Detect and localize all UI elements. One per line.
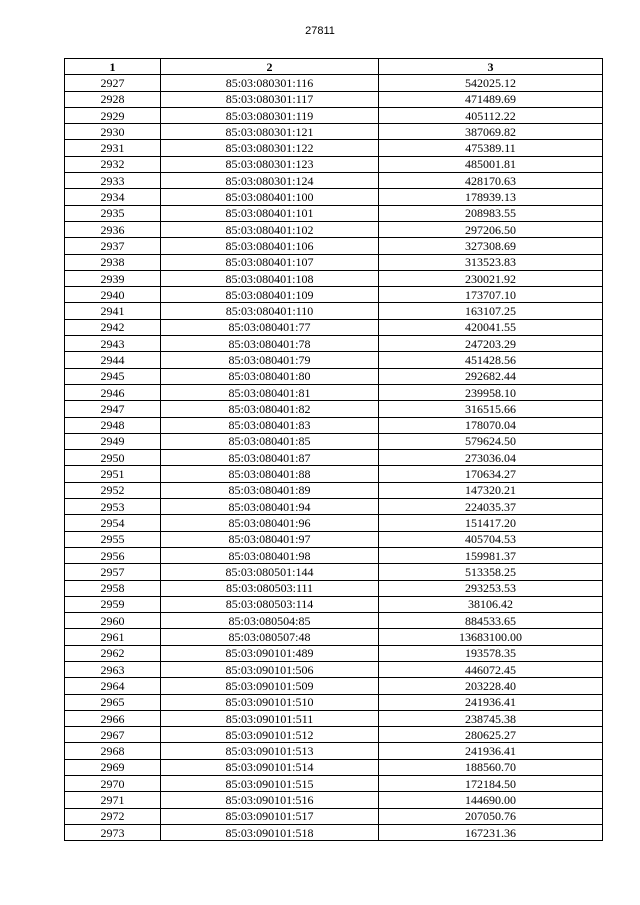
row-number-cell: 2957: [65, 564, 161, 580]
value-cell: 297206.50: [379, 221, 603, 237]
value-cell: 542025.12: [379, 75, 603, 91]
row-number-cell: 2927: [65, 75, 161, 91]
row-number-cell: 2938: [65, 254, 161, 270]
cadastral-number-cell: 85:03:080401:101: [161, 205, 379, 221]
row-number-cell: 2966: [65, 710, 161, 726]
value-cell: 38106.42: [379, 596, 603, 612]
row-number-cell: 2954: [65, 515, 161, 531]
table-row: [65, 759, 603, 775]
row-number-cell: 2971: [65, 792, 161, 808]
cadastral-number-cell: 85:03:080401:87: [161, 450, 379, 466]
row-number-cell: 2964: [65, 678, 161, 694]
table-row: [65, 319, 603, 335]
row-number-cell: 2952: [65, 482, 161, 498]
row-number-cell: 2960: [65, 613, 161, 629]
value-cell: 241936.41: [379, 743, 603, 759]
table-row: [65, 254, 603, 270]
row-number-cell: 2968: [65, 743, 161, 759]
table-row: [65, 205, 603, 221]
cadastral-number-cell: 85:03:080401:110: [161, 303, 379, 319]
value-cell: 471489.69: [379, 91, 603, 107]
table-row: [65, 678, 603, 694]
value-cell: 188560.70: [379, 759, 603, 775]
row-number-cell: 2949: [65, 433, 161, 449]
row-number-cell: 2941: [65, 303, 161, 319]
value-cell: 451428.56: [379, 352, 603, 368]
table-row: [65, 91, 603, 107]
table-row: [65, 368, 603, 384]
cadastral-number-cell: 85:03:080301:124: [161, 173, 379, 189]
row-number-cell: 2933: [65, 173, 161, 189]
value-cell: 884533.65: [379, 613, 603, 629]
row-number-cell: 2946: [65, 384, 161, 400]
table-row: [65, 336, 603, 352]
row-number-cell: 2940: [65, 287, 161, 303]
cadastral-number-cell: 85:03:080401:109: [161, 287, 379, 303]
row-number-cell: 2953: [65, 499, 161, 515]
cadastral-number-cell: 85:03:090101:518: [161, 824, 379, 840]
row-number-cell: 2955: [65, 531, 161, 547]
value-cell: 293253.53: [379, 580, 603, 596]
table-row: [65, 221, 603, 237]
page-number: 27811: [305, 25, 335, 37]
row-number-cell: 2931: [65, 140, 161, 156]
value-cell: 292682.44: [379, 368, 603, 384]
row-number-cell: 2943: [65, 336, 161, 352]
table-row: [65, 482, 603, 498]
cadastral-number-cell: 85:03:080401:94: [161, 499, 379, 515]
cadastral-number-cell: 85:03:080507:48: [161, 629, 379, 645]
value-cell: 159981.37: [379, 547, 603, 563]
cadastral-number-cell: 85:03:080401:79: [161, 352, 379, 368]
value-cell: 273036.04: [379, 450, 603, 466]
table-row: [65, 303, 603, 319]
cadastral-number-cell: 85:03:080401:80: [161, 368, 379, 384]
value-cell: 167231.36: [379, 824, 603, 840]
value-cell: 13683100.00: [379, 629, 603, 645]
row-number-cell: 2973: [65, 824, 161, 840]
table-row: [65, 238, 603, 254]
table-body: [65, 75, 603, 841]
cadastral-number-cell: 85:03:080501:144: [161, 564, 379, 580]
row-number-cell: 2929: [65, 107, 161, 123]
cadastral-number-cell: 85:03:080401:85: [161, 433, 379, 449]
value-cell: 579624.50: [379, 433, 603, 449]
cadastral-number-cell: 85:03:080503:114: [161, 596, 379, 612]
value-cell: 313523.83: [379, 254, 603, 270]
table-row: [65, 776, 603, 792]
row-number-cell: 2939: [65, 270, 161, 286]
cadastral-number-cell: 85:03:080401:102: [161, 221, 379, 237]
cadastral-number-cell: 85:03:080401:89: [161, 482, 379, 498]
cadastral-number-cell: 85:03:080401:78: [161, 336, 379, 352]
row-number-cell: 2967: [65, 727, 161, 743]
row-number-cell: 2970: [65, 776, 161, 792]
column-header-3: 3: [379, 59, 603, 75]
value-cell: 170634.27: [379, 466, 603, 482]
value-cell: 173707.10: [379, 287, 603, 303]
row-number-cell: 2972: [65, 808, 161, 824]
row-number-cell: 2963: [65, 661, 161, 677]
cadastral-number-cell: 85:03:080401:100: [161, 189, 379, 205]
table-row: [65, 140, 603, 156]
row-number-cell: 2932: [65, 156, 161, 172]
value-cell: 405112.22: [379, 107, 603, 123]
value-cell: 230021.92: [379, 270, 603, 286]
cadastral-number-cell: 85:03:080401:96: [161, 515, 379, 531]
row-number-cell: 2928: [65, 91, 161, 107]
table-row: [65, 173, 603, 189]
table-row: [65, 124, 603, 140]
table-row: [65, 596, 603, 612]
cadastral-number-cell: 85:03:090101:510: [161, 694, 379, 710]
row-number-cell: 2965: [65, 694, 161, 710]
value-cell: 178939.13: [379, 189, 603, 205]
table-row: [65, 710, 603, 726]
table-row: [65, 417, 603, 433]
column-header-2: 2: [161, 59, 379, 75]
value-cell: 207050.76: [379, 808, 603, 824]
table-row: [65, 401, 603, 417]
row-number-cell: 2969: [65, 759, 161, 775]
row-number-cell: 2942: [65, 319, 161, 335]
row-number-cell: 2945: [65, 368, 161, 384]
value-cell: 485001.81: [379, 156, 603, 172]
cadastral-number-cell: 85:03:080401:82: [161, 401, 379, 417]
row-number-cell: 2956: [65, 547, 161, 563]
cadastral-number-cell: 85:03:080401:77: [161, 319, 379, 335]
value-cell: 428170.63: [379, 173, 603, 189]
value-cell: 203228.40: [379, 678, 603, 694]
table-row: [65, 613, 603, 629]
table-row: [65, 743, 603, 759]
table-row: [65, 547, 603, 563]
cadastral-number-cell: 85:03:080301:122: [161, 140, 379, 156]
cadastral-number-cell: 85:03:090101:509: [161, 678, 379, 694]
cadastral-number-cell: 85:03:080503:111: [161, 580, 379, 596]
table-row: [65, 450, 603, 466]
cadastral-number-cell: 85:03:080301:117: [161, 91, 379, 107]
value-cell: 163107.25: [379, 303, 603, 319]
value-cell: 327308.69: [379, 238, 603, 254]
table-row: [65, 824, 603, 840]
table-row: [65, 808, 603, 824]
value-cell: 238745.38: [379, 710, 603, 726]
cadastral-number-cell: 85:03:080401:88: [161, 466, 379, 482]
table-row: [65, 270, 603, 286]
cadastral-number-cell: 85:03:090101:489: [161, 645, 379, 661]
table-row: [65, 515, 603, 531]
table-row: [65, 156, 603, 172]
cadastral-number-cell: 85:03:080401:108: [161, 270, 379, 286]
value-cell: 420041.55: [379, 319, 603, 335]
table-row: [65, 75, 603, 91]
value-cell: 280625.27: [379, 727, 603, 743]
value-cell: 224035.37: [379, 499, 603, 515]
cadastral-number-cell: 85:03:090101:511: [161, 710, 379, 726]
value-cell: 193578.35: [379, 645, 603, 661]
cadastral-number-cell: 85:03:080301:116: [161, 75, 379, 91]
cadastral-number-cell: 85:03:090101:514: [161, 759, 379, 775]
cadastral-number-cell: 85:03:080401:106: [161, 238, 379, 254]
value-cell: 475389.11: [379, 140, 603, 156]
cadastral-number-cell: 85:03:090101:513: [161, 743, 379, 759]
cadastral-number-cell: 85:03:080401:81: [161, 384, 379, 400]
value-cell: 178070.04: [379, 417, 603, 433]
table-row: [65, 433, 603, 449]
value-cell: 513358.25: [379, 564, 603, 580]
table-row: [65, 564, 603, 580]
cadastral-number-cell: 85:03:090101:517: [161, 808, 379, 824]
row-number-cell: 2951: [65, 466, 161, 482]
value-cell: 144690.00: [379, 792, 603, 808]
table-row: [65, 384, 603, 400]
cadastral-number-cell: 85:03:090101:512: [161, 727, 379, 743]
cadastral-number-cell: 85:03:080401:107: [161, 254, 379, 270]
row-number-cell: 2934: [65, 189, 161, 205]
row-number-cell: 2935: [65, 205, 161, 221]
value-cell: 208983.55: [379, 205, 603, 221]
cadastral-number-cell: 85:03:080301:123: [161, 156, 379, 172]
cadastral-number-cell: 85:03:090101:516: [161, 792, 379, 808]
table-row: [65, 727, 603, 743]
value-cell: 151417.20: [379, 515, 603, 531]
value-cell: 147320.21: [379, 482, 603, 498]
row-number-cell: 2950: [65, 450, 161, 466]
column-header-1: 1: [65, 59, 161, 75]
row-number-cell: 2947: [65, 401, 161, 417]
cadastral-number-cell: 85:03:080301:121: [161, 124, 379, 140]
row-number-cell: 2930: [65, 124, 161, 140]
row-number-cell: 2937: [65, 238, 161, 254]
table-row: [65, 792, 603, 808]
row-number-cell: 2962: [65, 645, 161, 661]
table-row: [65, 645, 603, 661]
row-number-cell: 2944: [65, 352, 161, 368]
row-number-cell: 2958: [65, 580, 161, 596]
table-row: [65, 466, 603, 482]
table-row: [65, 287, 603, 303]
table-row: [65, 352, 603, 368]
cadastral-number-cell: 85:03:080301:119: [161, 107, 379, 123]
cadastral-number-cell: 85:03:080401:98: [161, 547, 379, 563]
cadastral-number-cell: 85:03:090101:506: [161, 661, 379, 677]
cadastral-number-cell: 85:03:080401:97: [161, 531, 379, 547]
value-cell: 387069.82: [379, 124, 603, 140]
table-row: [65, 499, 603, 515]
row-number-cell: 2959: [65, 596, 161, 612]
value-cell: 316515.66: [379, 401, 603, 417]
value-cell: 172184.50: [379, 776, 603, 792]
data-table: [64, 58, 603, 841]
value-cell: 241936.41: [379, 694, 603, 710]
table-row: [65, 661, 603, 677]
table-header-row: [65, 59, 603, 75]
table-row: [65, 107, 603, 123]
value-cell: 239958.10: [379, 384, 603, 400]
cadastral-number-cell: 85:03:090101:515: [161, 776, 379, 792]
value-cell: 405704.53: [379, 531, 603, 547]
row-number-cell: 2961: [65, 629, 161, 645]
cadastral-number-cell: 85:03:080504:85: [161, 613, 379, 629]
table-row: [65, 189, 603, 205]
table-row: [65, 580, 603, 596]
value-cell: 446072.45: [379, 661, 603, 677]
table-row: [65, 531, 603, 547]
table-row: [65, 629, 603, 645]
row-number-cell: 2936: [65, 221, 161, 237]
row-number-cell: 2948: [65, 417, 161, 433]
table-row: [65, 694, 603, 710]
cadastral-number-cell: 85:03:080401:83: [161, 417, 379, 433]
value-cell: 247203.29: [379, 336, 603, 352]
